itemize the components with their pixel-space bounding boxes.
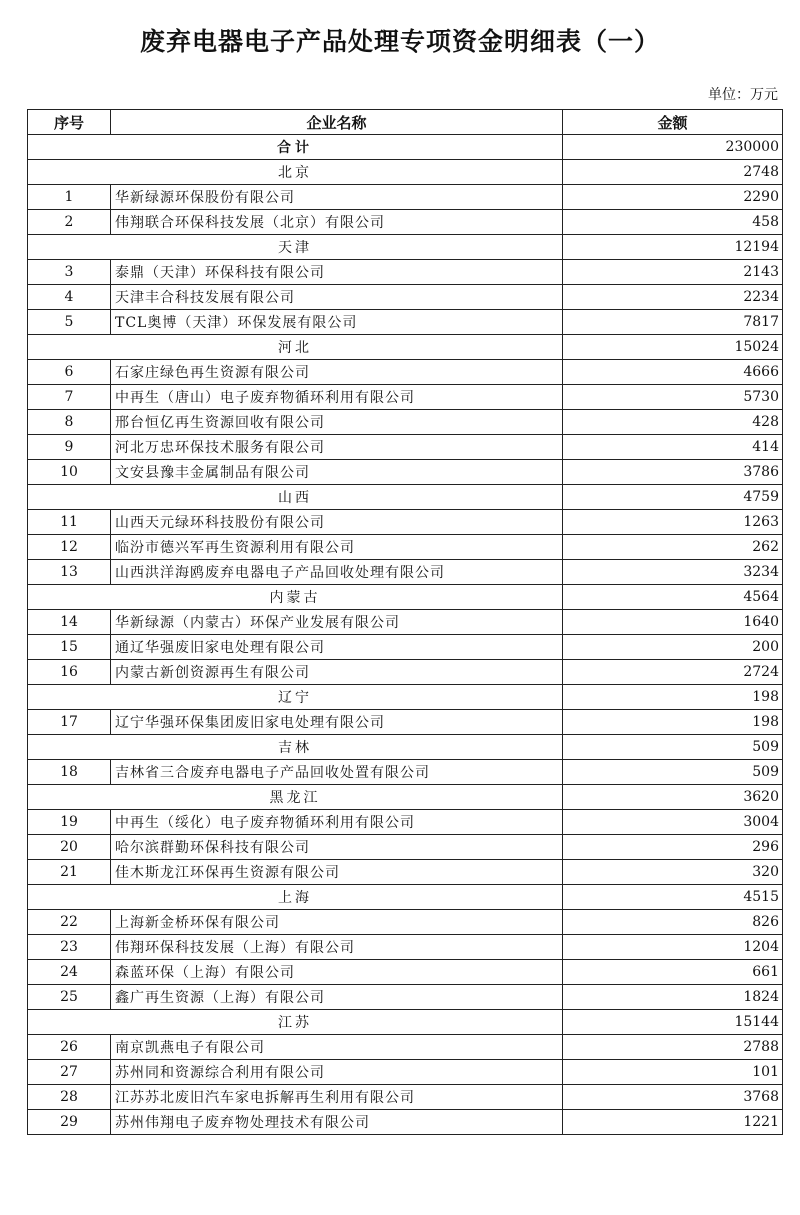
company-row	[28, 360, 783, 385]
region-amount: 15024	[563, 335, 783, 360]
company-name: 河北万忠环保技术服务有限公司	[111, 435, 563, 460]
region-name: 北京	[28, 160, 563, 185]
company-amount: 262	[563, 535, 783, 560]
company-row	[28, 660, 783, 685]
region-name: 江苏	[28, 1010, 563, 1035]
company-row	[28, 1110, 783, 1135]
region-name: 山西	[28, 485, 563, 510]
company-row	[28, 460, 783, 485]
company-amount: 1221	[563, 1110, 783, 1135]
company-name: 山西天元绿环科技股份有限公司	[111, 510, 563, 535]
region-amount: 2748	[563, 160, 783, 185]
company-name: 辽宁华强环保集团废旧家电处理有限公司	[111, 710, 563, 735]
company-name: 临汾市德兴军再生资源利用有限公司	[111, 535, 563, 560]
region-amount: 3620	[563, 785, 783, 810]
row-seq: 3	[28, 260, 111, 285]
company-row	[28, 985, 783, 1010]
row-seq: 28	[28, 1085, 111, 1110]
company-amount: 3234	[563, 560, 783, 585]
company-row	[28, 835, 783, 860]
company-amount: 320	[563, 860, 783, 885]
row-seq: 26	[28, 1035, 111, 1060]
company-amount: 2234	[563, 285, 783, 310]
row-seq: 5	[28, 310, 111, 335]
company-amount: 826	[563, 910, 783, 935]
company-row	[28, 635, 783, 660]
company-name: 山西洪洋海鸥废弃电器电子产品回收处理有限公司	[111, 560, 563, 585]
company-name: 上海新金桥环保有限公司	[111, 910, 563, 935]
company-name: 华新绿源（内蒙古）环保产业发展有限公司	[111, 610, 563, 635]
region-name: 内蒙古	[28, 585, 563, 610]
row-seq: 27	[28, 1060, 111, 1085]
row-seq: 24	[28, 960, 111, 985]
row-seq: 11	[28, 510, 111, 535]
company-row	[28, 910, 783, 935]
region-amount: 4564	[563, 585, 783, 610]
company-name: 内蒙古新创资源再生有限公司	[111, 660, 563, 685]
company-amount: 200	[563, 635, 783, 660]
region-row	[28, 885, 783, 910]
company-row	[28, 810, 783, 835]
region-row	[28, 1010, 783, 1035]
company-name: 邢台恒亿再生资源回收有限公司	[111, 410, 563, 435]
region-amount: 198	[563, 685, 783, 710]
funding-table	[27, 109, 783, 1135]
company-row	[28, 210, 783, 235]
region-amount: 4515	[563, 885, 783, 910]
company-name: 鑫广再生资源（上海）有限公司	[111, 985, 563, 1010]
region-row	[28, 785, 783, 810]
company-row	[28, 510, 783, 535]
row-seq: 8	[28, 410, 111, 435]
company-amount: 2290	[563, 185, 783, 210]
company-amount: 1640	[563, 610, 783, 635]
company-row	[28, 1035, 783, 1060]
company-amount: 101	[563, 1060, 783, 1085]
company-row	[28, 610, 783, 635]
company-row	[28, 760, 783, 785]
company-amount: 2788	[563, 1035, 783, 1060]
company-name: 吉林省三合废弃电器电子产品回收处置有限公司	[111, 760, 563, 785]
region-name: 上海	[28, 885, 563, 910]
company-amount: 428	[563, 410, 783, 435]
row-seq: 7	[28, 385, 111, 410]
row-seq: 29	[28, 1110, 111, 1135]
region-amount: 12194	[563, 235, 783, 260]
row-seq: 15	[28, 635, 111, 660]
company-row	[28, 285, 783, 310]
company-name: 苏州同和资源综合利用有限公司	[111, 1060, 563, 1085]
page-title: 废弃电器电子产品处理专项资金明细表（一）	[139, 27, 660, 56]
region-name: 河北	[28, 335, 563, 360]
row-seq: 25	[28, 985, 111, 1010]
row-seq: 4	[28, 285, 111, 310]
row-seq: 10	[28, 460, 111, 485]
company-name: 南京凯燕电子有限公司	[111, 1035, 563, 1060]
company-amount: 3768	[563, 1085, 783, 1110]
company-name: 森蓝环保（上海）有限公司	[111, 960, 563, 985]
company-row	[28, 185, 783, 210]
row-seq: 6	[28, 360, 111, 385]
company-row	[28, 1060, 783, 1085]
region-name: 天津	[28, 235, 563, 260]
row-seq: 20	[28, 835, 111, 860]
header-seq: 序号	[28, 110, 111, 135]
company-amount: 1263	[563, 510, 783, 535]
total-label: 合计	[28, 135, 563, 160]
company-amount: 198	[563, 710, 783, 735]
row-seq: 19	[28, 810, 111, 835]
company-name: TCL奥博（天津）环保发展有限公司	[111, 310, 563, 335]
company-row	[28, 960, 783, 985]
row-seq: 13	[28, 560, 111, 585]
company-amount: 661	[563, 960, 783, 985]
company-row	[28, 535, 783, 560]
unit-label: 单位：万元	[708, 87, 778, 103]
row-seq: 1	[28, 185, 111, 210]
region-row	[28, 685, 783, 710]
company-amount: 2143	[563, 260, 783, 285]
company-row	[28, 1085, 783, 1110]
company-amount: 296	[563, 835, 783, 860]
company-amount: 414	[563, 435, 783, 460]
row-seq: 21	[28, 860, 111, 885]
company-row	[28, 560, 783, 585]
company-amount: 4666	[563, 360, 783, 385]
region-amount: 509	[563, 735, 783, 760]
company-name: 伟翔联合环保科技发展（北京）有限公司	[111, 210, 563, 235]
row-seq: 12	[28, 535, 111, 560]
company-row	[28, 410, 783, 435]
region-row	[28, 160, 783, 185]
company-amount: 5730	[563, 385, 783, 410]
company-amount: 3786	[563, 460, 783, 485]
row-seq: 17	[28, 710, 111, 735]
region-name: 黑龙江	[28, 785, 563, 810]
company-name: 中再生（唐山）电子废弃物循环利用有限公司	[111, 385, 563, 410]
company-name: 苏州伟翔电子废弃物处理技术有限公司	[111, 1110, 563, 1135]
row-seq: 18	[28, 760, 111, 785]
region-row	[28, 485, 783, 510]
row-seq: 9	[28, 435, 111, 460]
company-row	[28, 860, 783, 885]
region-amount: 15144	[563, 1010, 783, 1035]
company-name: 文安县豫丰金属制品有限公司	[111, 460, 563, 485]
region-row	[28, 585, 783, 610]
company-amount: 509	[563, 760, 783, 785]
company-amount: 1204	[563, 935, 783, 960]
company-name: 江苏苏北废旧汽车家电拆解再生利用有限公司	[111, 1085, 563, 1110]
company-row	[28, 385, 783, 410]
company-amount: 3004	[563, 810, 783, 835]
company-amount: 7817	[563, 310, 783, 335]
company-name: 伟翔环保科技发展（上海）有限公司	[111, 935, 563, 960]
company-name: 天津丰合科技发展有限公司	[111, 285, 563, 310]
company-row	[28, 935, 783, 960]
region-row	[28, 235, 783, 260]
company-row	[28, 710, 783, 735]
company-amount: 1824	[563, 985, 783, 1010]
region-row	[28, 335, 783, 360]
row-seq: 22	[28, 910, 111, 935]
company-name: 中再生（绥化）电子废弃物循环利用有限公司	[111, 810, 563, 835]
company-amount: 458	[563, 210, 783, 235]
header-company-name: 企业名称	[111, 110, 563, 135]
row-seq: 14	[28, 610, 111, 635]
row-seq: 2	[28, 210, 111, 235]
company-name: 通辽华强废旧家电处理有限公司	[111, 635, 563, 660]
company-row	[28, 435, 783, 460]
company-row	[28, 310, 783, 335]
header-amount: 金额	[563, 110, 783, 135]
total-amount: 230000	[563, 135, 783, 160]
row-seq: 16	[28, 660, 111, 685]
company-name: 泰鼎（天津）环保科技有限公司	[111, 260, 563, 285]
company-name: 哈尔滨群勤环保科技有限公司	[111, 835, 563, 860]
company-row	[28, 260, 783, 285]
company-amount: 2724	[563, 660, 783, 685]
region-amount: 4759	[563, 485, 783, 510]
total-row	[28, 135, 783, 160]
region-row	[28, 735, 783, 760]
region-name: 辽宁	[28, 685, 563, 710]
company-name: 佳木斯龙江环保再生资源有限公司	[111, 860, 563, 885]
region-name: 吉林	[28, 735, 563, 760]
company-name: 石家庄绿色再生资源有限公司	[111, 360, 563, 385]
row-seq: 23	[28, 935, 111, 960]
table-header-row	[28, 110, 783, 135]
company-name: 华新绿源环保股份有限公司	[111, 185, 563, 210]
